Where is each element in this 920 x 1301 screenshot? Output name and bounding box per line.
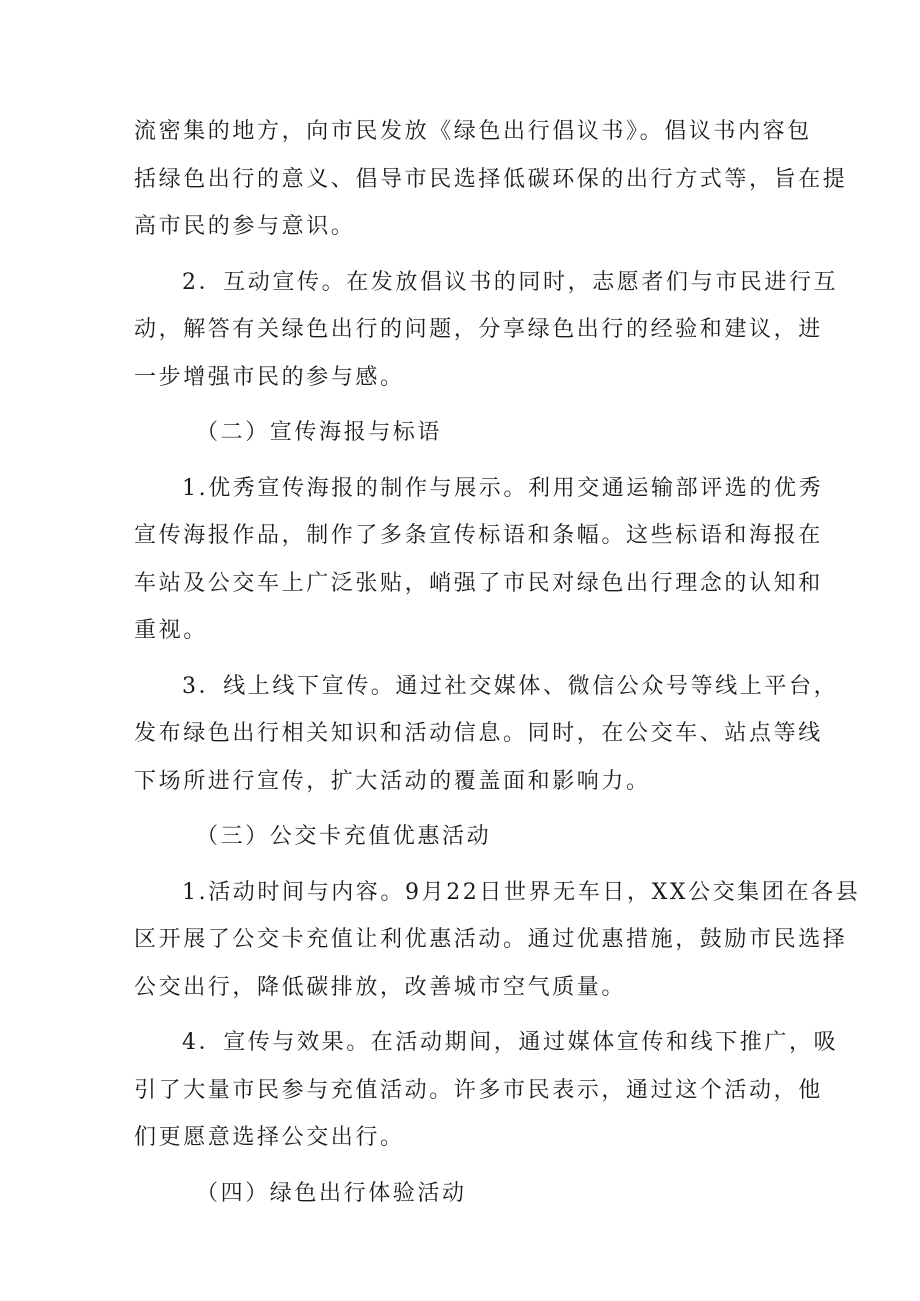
- paragraph-online-offline: [134, 663, 839, 806]
- document-body: [134, 108, 861, 1217]
- text-line: 公交出行，降低碳排放，改善城市空气质量。: [134, 974, 627, 1000]
- text-line: 括绿色出行的意义、倡导市民选择低碳环保的出行方式等，旨在提: [134, 166, 848, 192]
- text-line: 下场所进行宣传，扩大活动的覆盖面和影响力。: [134, 768, 651, 794]
- text-line: 区开展了公交卡充值让利优惠活动。通过优惠措施，鼓励市民选择: [134, 927, 848, 952]
- text-line: 1.优秀宣传海报的制作与展示。利用交通运输部评选的优秀: [182, 475, 824, 501]
- text-line: 流密集的地方，向市民发放《绿色出行倡议书》。倡议书内容包: [134, 119, 812, 144]
- text-line: 发布绿色出行相关知识和活动信息。同时，在公交车、站点等线: [134, 721, 823, 746]
- paragraph-activity-time: [134, 869, 861, 1012]
- text-line: 3．线上线下宣传。通过社交媒体、微信公众号等线上平台，: [182, 673, 839, 699]
- paragraph-promotion-effect: [134, 1019, 839, 1162]
- paragraph-interactive-promotion: [134, 259, 839, 402]
- text-line: 1.活动时间与内容。9月22日世界无车日，XX公交集团在各县: [182, 879, 861, 905]
- paragraph-poster-display: [134, 465, 824, 655]
- text-line: 4．宣传与效果。在活动期间，通过媒体宣传和线下推广，吸: [182, 1030, 839, 1055]
- section-heading-posters: （二）宣传海报与标语: [196, 420, 443, 445]
- section-heading-experience: （四）绿色出行体验活动: [196, 1180, 467, 1206]
- text-line: 高市民的参与意识。: [134, 214, 356, 239]
- section-heading-bus-card: （三）公交卡充值优惠活动: [196, 824, 492, 849]
- text-line: 2．互动宣传。在发放倡议书的同时，志愿者们与市民进行互: [182, 269, 839, 295]
- text-line: 重视。: [134, 618, 208, 643]
- text-line: 车站及公交车上广泛张贴，峭强了市民对绿色出行理念的认知和: [134, 570, 823, 596]
- text-line: 引了大量市民参与充值活动。许多市民表示，通过这个活动，他: [134, 1077, 823, 1103]
- text-line: 们更愿意选择公交出行。: [134, 1125, 405, 1150]
- text-line: 动，解答有关绿色出行的问题，分享绿色出行的经验和建议，进: [134, 317, 823, 342]
- text-line: 一步增强市民的参与感。: [134, 364, 405, 390]
- text-line: 宣传海报作品，制作了多条宣传标语和条幅。这些标语和海报在: [134, 523, 823, 548]
- paragraph-continuation: [134, 108, 848, 251]
